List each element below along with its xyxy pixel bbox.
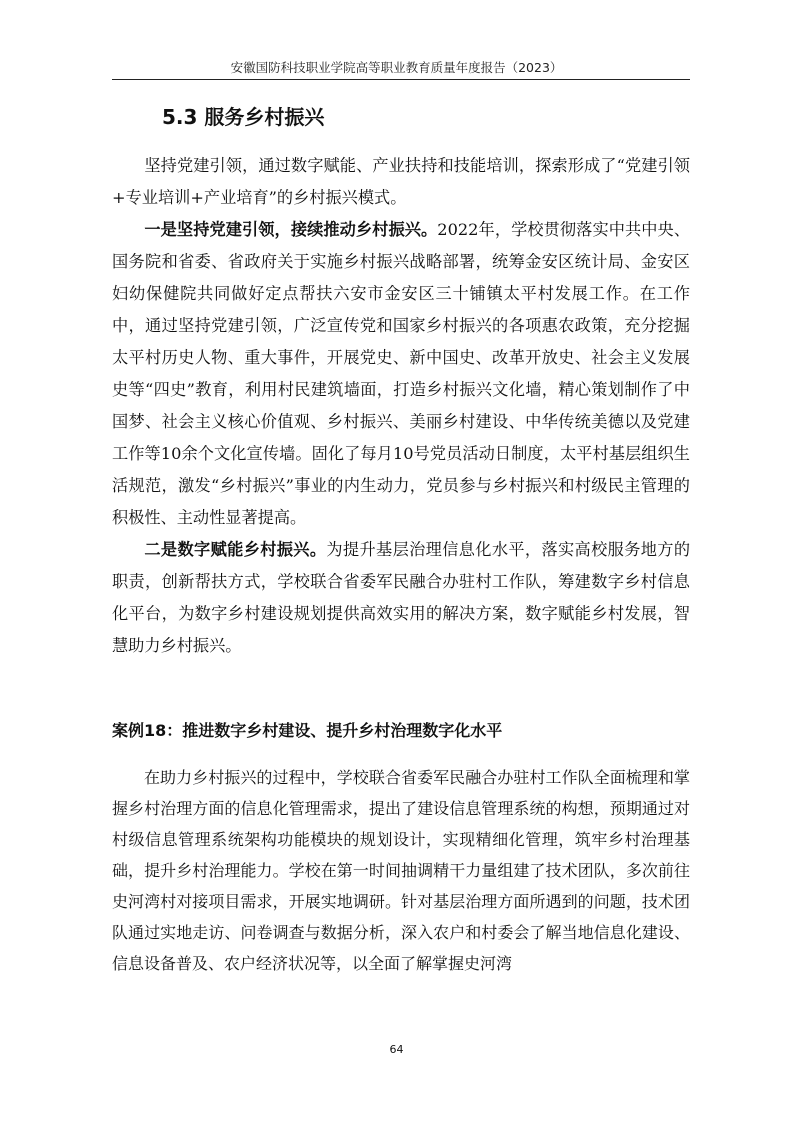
intro-paragraph: 坚持党建引领，通过数字赋能、产业扶持和技能培训，探索形成了“党建引领+专业培训+产业培育”的乡村振兴模式。 <box>112 156 690 207</box>
paragraph-body-text: 2022年，学校贯彻落实中共中央、国务院和省委、省政府关于实施乡村振兴战略部署，统筹金安区统计局、金安区妇幼保健院共同做好定点帮扶六安市金安区三十铺镇太平村发展工作。在工作中，通过坚持党建引领，广泛宣传党和国家乡村振兴的各项惠农政策，充分挖掘太平村历史人物、重大事件，开展党史、新中国史、改革开放史、社会主义发展史等“四史”教育，利用村民建筑墙面，打造乡村振兴文化墙，精心策划制作了中国梦、社会主义核心价值观、乡村振兴、美丽乡村建设、中华传统美德以及党建工作等10余个文化宣传墙。固化了每月10号党员活动日制度，太平村基层组织生活规范，激发“乡村振兴”事业的内生动力，党员参与乡村振兴和村级民主管理的积极性、主动性显著提高。 <box>112 220 691 527</box>
case-paragraph: 在助力乡村振兴的过程中，学校联合省委军民融合办驻村工作队全面梳理和掌握乡村治理方面的信息化管理需求，提出了建设信息管理系统的构想，预期通过对村级信息管理系统架构功能模块的规划设计，实现精细化管理，筑牢乡村治理基础，提升乡村治理能力。学校在第一时间抽调精干力量组建了技术团队，多次前往史河湾村对接项目需求，开展实地调研。针对基层治理方面所遇到的问题，技术团队通过实地走访、问卷调查与数据分析，深入农户和村委会了解当地信息化建设、信息设备普及、农户经济状况等，以全面了解掌握史河湾 <box>112 768 690 973</box>
page-number: 64 <box>389 1043 404 1056</box>
paragraph-party-leadership <box>112 214 690 534</box>
paragraph-lead-text: 一是坚持党建引领，接续推动乡村振兴。 <box>144 220 438 239</box>
paragraph-digital-empowerment <box>112 534 690 662</box>
case-body <box>112 762 690 979</box>
paragraph-body-text: 为提升基层治理信息化水平，落实高校服务地方的职责，创新帮扶方式，学校联合省委军民融合办驻村工作队，筹建数字乡村信息化平台，为数字乡村建设规划提供高效实用的解决方案，数字赋能乡村发展，智慧助力乡村振兴。 <box>112 540 691 655</box>
running-header: 安徽国防科技职业学院高等职业教育质量年度报告（2023） <box>230 60 563 75</box>
case-title: 案例18：推进数字乡村建设、提升乡村治理数字化水平 <box>112 721 503 740</box>
paragraph-lead-text: 二是数字赋能乡村振兴。 <box>144 540 327 559</box>
main-body <box>112 150 690 662</box>
section-title: 5.3 服务乡村振兴 <box>162 105 325 129</box>
header-divider <box>112 79 690 80</box>
